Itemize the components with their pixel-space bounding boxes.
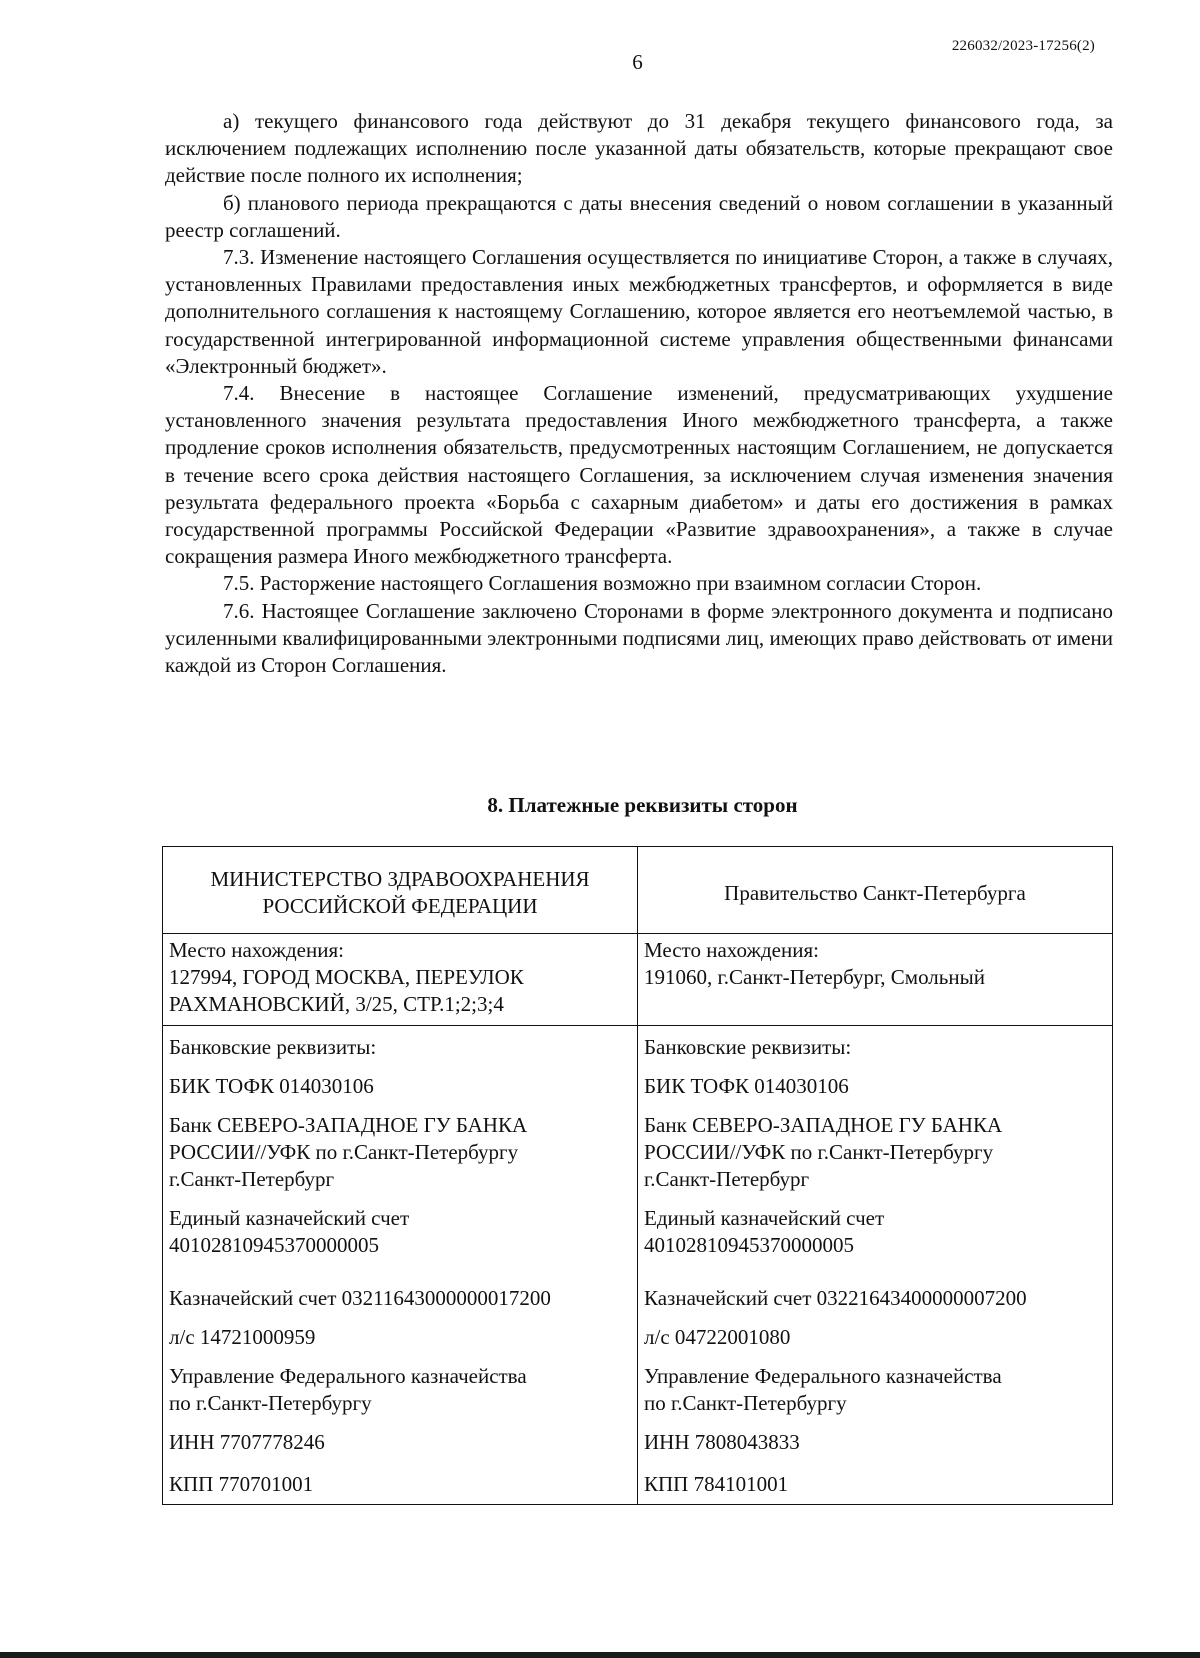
left-party-name-line1: МИНИСТЕРСТВО ЗДРАВООХРАНЕНИЯ — [210, 867, 590, 891]
left-treasury-account: Казначейский счет 03211643000000017200 — [169, 1286, 551, 1310]
left-location-cell — [163, 934, 638, 1026]
left-location-line2: РАХМАНОВСКИЙ, 3/25, СТР.1;2;3;4 — [169, 992, 504, 1016]
right-treasury-dept-line1: Управление Федерального казначейства — [644, 1364, 1002, 1388]
right-bank-line1: Банк СЕВЕРО-ЗАПАДНОЕ ГУ БАНКА — [644, 1113, 1003, 1137]
table-row-bank-details — [163, 1026, 1113, 1505]
right-treasury-dept-line2: по г.Санкт-Петербургу — [644, 1391, 847, 1415]
left-inn: ИНН 7707778246 — [169, 1430, 325, 1454]
left-location-label: Место нахождения: — [169, 938, 344, 962]
left-treasury-dept-line2: по г.Санкт-Петербургу — [169, 1391, 372, 1415]
paragraph-b: б) планового периода прекращаются с даты внесения сведений о новом соглашении в указанный реестр соглашений. — [165, 190, 1113, 242]
left-bank-line2: РОССИИ//УФК по г.Санкт-Петербургу — [169, 1140, 519, 1164]
paragraph-7-4: 7.4. Внесение в настоящее Соглашение изменений, предусматривающих ухудшение установленного значения результата предоставления Иного межбюджетного трансферта, а также продление сроков исполнения обязательств, предусмотренных настоящим Соглашением, не допускается в течение всего срока действия настоящего Соглашения, за исключением случая изменения значения результата федерального проекта «Борьба с сахарным диабетом» и даты его достижения в рамках государственной программы Российской Федерации «Развитие здравоохранения», а также в случае сокращения размера Иного межбюджетного трансферта. — [165, 381, 1113, 569]
left-party-name-line2: РОССИЙСКОЙ ФЕДЕРАЦИИ — [262, 894, 538, 918]
left-treasury-dept-line1: Управление Федерального казначейства — [169, 1364, 527, 1388]
scan-bottom-edge — [0, 1652, 1200, 1658]
right-personal-account: л/с 04722001080 — [644, 1325, 791, 1349]
right-kpp: КПП 784101001 — [644, 1472, 789, 1496]
right-bank-line3: г.Санкт-Петербург — [644, 1167, 810, 1191]
left-location-line1: 127994, ГОРОД МОСКВА, ПЕРЕУЛОК — [169, 965, 524, 989]
table-row-locations — [163, 934, 1113, 1026]
right-inn: ИНН 7808043833 — [644, 1430, 800, 1454]
section-title-payment-details: 8. Платежные реквизиты сторон — [487, 793, 798, 817]
right-single-account-label: Единый казначейский счет — [644, 1206, 885, 1230]
right-party-name: Правительство Санкт-Петербурга — [724, 880, 1026, 905]
table-row-party-names — [163, 847, 1113, 934]
left-bank-label: Банковские реквизиты: — [169, 1035, 377, 1059]
left-single-account: 40102810945370000005 — [169, 1233, 379, 1257]
right-single-account: 40102810945370000005 — [644, 1233, 854, 1257]
right-bank-line2: РОССИИ//УФК по г.Санкт-Петербургу — [644, 1140, 994, 1164]
paragraph-7-3: 7.3. Изменение настоящего Соглашения осуществляется по инициативе Сторон, а также в случаях, установленных Правилами предоставления иных межбюджетных трансфертов, и оформляется в виде дополнительного соглашения к настоящему Соглашению, которое является его неотъемлемой частью, в государственной интегрированной информационной системе управления общественными финансами «Электронный бюджет». — [165, 245, 1113, 378]
paragraph-a: а) текущего финансового года действуют до 31 декабря текущего финансового года, за исключением подлежащих исполнению после указанной даты обязательств, которые прекращают свое действие после полного их исполнения; — [165, 109, 1113, 188]
left-single-account-label: Единый казначейский счет — [169, 1206, 410, 1230]
left-kpp: КПП 770701001 — [169, 1472, 314, 1496]
right-party-name-cell — [638, 847, 1113, 934]
right-location-label: Место нахождения: — [644, 938, 819, 962]
left-bank-details-cell — [163, 1026, 638, 1505]
left-bank-line1: Банк СЕВЕРО-ЗАПАДНОЕ ГУ БАНКА — [169, 1113, 528, 1137]
right-location-line1: 191060, г.Санкт-Петербург, Смольный — [644, 965, 985, 989]
right-location-cell — [638, 934, 1113, 1026]
document-reference-number: 226032/2023-17256(2) — [951, 38, 1095, 54]
right-bik: БИК ТОФК 014030106 — [644, 1074, 849, 1098]
right-bank-details-cell — [638, 1026, 1113, 1505]
left-bank-line3: г.Санкт-Петербург — [169, 1167, 335, 1191]
payment-details-table — [162, 846, 1113, 1505]
left-personal-account: л/с 14721000959 — [169, 1325, 316, 1349]
page-number: 6 — [632, 50, 643, 74]
paragraph-7-5: 7.5. Расторжение настоящего Соглашения возможно при взаимном согласии Сторон. — [223, 571, 982, 596]
left-party-name-cell — [163, 847, 638, 934]
agreement-body-text — [165, 108, 1113, 679]
right-treasury-account: Казначейский счет 03221643400000007200 — [644, 1286, 1027, 1310]
right-bank-label: Банковские реквизиты: — [644, 1035, 852, 1059]
left-bik: БИК ТОФК 014030106 — [169, 1074, 374, 1098]
paragraph-7-6: 7.6. Настоящее Соглашение заключено Сторонами в форме электронного документа и подписано усиленными квалифицированными электронными подписями лиц, имеющих право действовать от имени каждой из Сторон Соглашения. — [165, 598, 1113, 678]
